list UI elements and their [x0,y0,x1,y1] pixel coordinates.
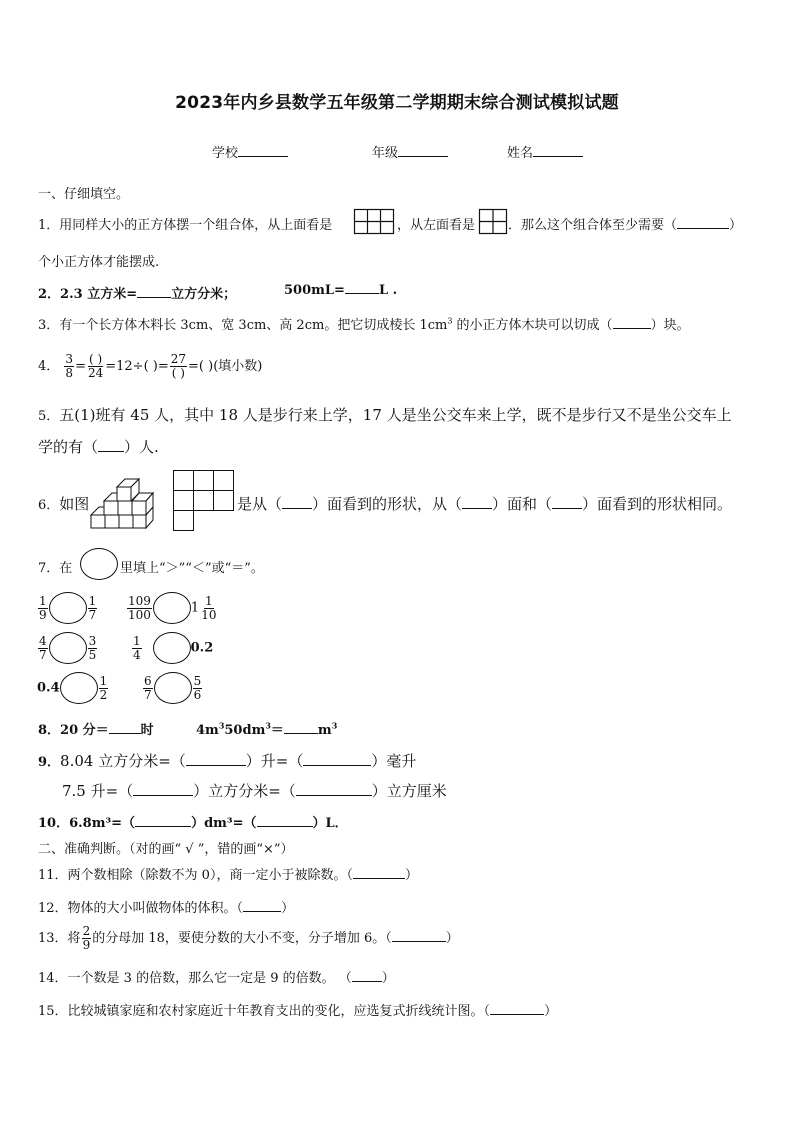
q7-item-5 [37,672,109,704]
q8-b-sup3: 3 [331,720,338,731]
q11-answer-blank[interactable] [353,878,405,879]
q7-item-2-right: $\frac{1}{10}$ [201,593,217,622]
question-15 [38,1000,557,1019]
q9-line1-c: ）毫升 [371,752,417,770]
q3-number: 3． [38,318,60,333]
q15-number: 15． [38,1004,68,1019]
q7-item-6-left: $\frac{6}{7}$ [144,673,152,702]
q8-b-mid: 50dm [224,723,266,738]
question-6 [38,493,89,514]
grade-blank[interactable] [398,156,448,157]
q8-number: 8． [38,723,61,738]
q12-text: 物体的大小叫做物体的体积。（ [67,901,244,916]
school-blank[interactable] [238,156,288,157]
q14-end: ） [381,971,395,986]
q1-text-a: 用同样大小的正方体摆一个组合体，从上面看是 [59,218,333,233]
compare-circle[interactable] [153,632,191,664]
q4-fraction-1: $\frac{3}{8}$ [65,352,74,380]
q6-text-b: ）面看到的形状，从（ [312,495,463,513]
q10-number: 10． [38,816,70,831]
q7-item-5-left: 0.4 [37,680,60,696]
question-1 [38,214,332,233]
page-title: 2023年内乡县数学五年级第二学期期末综合测试模拟试题 [175,93,619,113]
q13-pre: 将 [67,931,81,946]
q7-item-5-right: $\frac{1}{2}$ [99,673,108,702]
q7-item-3-left: $\frac{4}{7}$ [39,633,47,662]
q3-sup: 3 [447,316,453,326]
q7-instruction: 里填上“＞”“＜”或“＝”。 [120,561,264,576]
q6-text-c: ）面和（ [492,495,553,513]
q6-view-grid-figure [173,470,237,534]
q6-blank-1[interactable] [282,508,312,509]
q7-item-2 [126,592,218,624]
q7-item-2-whole: 1 [190,600,200,616]
q1-text-c-label: ．那么这个组合体至少需要（ [508,218,678,233]
question-2 [38,283,236,302]
q1-top-view-figure [354,209,396,235]
q1-left-view-figure [479,209,509,235]
name-blank[interactable] [533,156,583,157]
q2-b-post: L . [378,283,398,298]
school-field [212,142,288,161]
q6-blank-3[interactable] [552,508,582,509]
q6-cube-stack-figure [91,473,159,529]
grade-label: 年级 [372,146,399,161]
question-12 [38,897,294,916]
compare-circle[interactable] [154,672,192,704]
q9-line2-b: ）立方分米=（ [193,782,296,800]
q8-a-post: 时 [140,723,154,738]
q3-text: 有一个长方体木料长 3cm、宽 3cm、高 2cm。把它切成棱长 1cm [59,318,448,333]
q2-b-pre: 500mL= [284,283,345,298]
question-11 [38,864,418,883]
question-14 [38,967,395,986]
question-9 [38,750,416,771]
q11-number: 11． [38,868,68,883]
q9-line2-a: 7.5 升=（ [62,782,134,800]
q7-item-3-right: $\frac{3}{5}$ [88,633,97,662]
q8-blank-1[interactable] [109,733,141,734]
q4-blank-1[interactable]: ( ) [89,352,103,366]
q13-end: ） [445,931,459,946]
question-4 [38,348,262,386]
q9-line1-b: ）升=（ [245,752,304,770]
q2-a-pre: 2.3 立方米= [60,287,138,302]
q5-line2-b: ）人. [124,438,159,456]
q1-text-c [508,214,742,233]
q10-c: ）L． [312,816,348,831]
q2-blank-2[interactable] [345,293,379,294]
q6-text [237,493,732,514]
q9-blank-4[interactable] [296,795,372,796]
q15-end: ） [544,1004,558,1019]
q5-line2-a: 学的有（ [38,438,99,456]
q7-item-1-left: $\frac{1}{9}$ [39,593,47,622]
q4-fraction-2: $\frac{( )}{24}$ [87,352,104,380]
compare-circle[interactable] [60,672,98,704]
q1-paren-close: ） [729,218,743,233]
q10-blank-1[interactable] [135,826,191,827]
q9-number: 9． [38,755,61,770]
section2-heading: 二、准确判断。（对的画“ √ ”，错的画“×”） [38,842,294,857]
q8-part-b [196,719,337,738]
q14-answer-blank[interactable] [352,981,382,982]
school-label: 学校 [212,146,239,161]
name-field [507,142,583,161]
q4-eq: = [75,359,86,374]
q11-end: ） [404,868,418,883]
q4-mid: =12÷( )= [105,359,169,374]
question-3 [38,314,690,333]
q7-item-1-right: $\frac{1}{7}$ [88,593,97,622]
compare-circle[interactable] [49,632,87,664]
q2-a-post: 立方分米； [171,287,237,302]
q7-item-6-right: $\frac{5}{6}$ [193,673,202,702]
q14-text: 一个数是 3 的倍数，那么它一定是 9 的倍数。 （ [67,971,352,986]
q9-line1-a: 8.04 立方分米=（ [60,752,186,770]
q6-blank-2[interactable] [462,508,492,509]
q7-item-6 [142,672,203,704]
q10-a: 6.8m³=（ [69,816,136,831]
question-10 [38,812,348,831]
q12-end: ） [281,901,295,916]
q4-end: =( )(填小数) [188,359,263,374]
q5-line1: 五(1)班有 45 人，其中 18 人是步行来上学，17 人是坐公交车来上学，既不是步行又不是坐公交车上 [59,406,732,424]
q6-number: 6． [38,498,60,513]
q6-text-d: ）面看到的形状相同。 [582,495,733,513]
q13-fraction: $\frac{2}{9}$ [82,924,91,952]
q3-text3: ）块。 [650,318,690,333]
q10-blank-2[interactable] [257,826,313,827]
q13-number: 13． [38,931,68,946]
q8-blank-2[interactable] [284,733,318,734]
q8-b-eq: ＝ [270,723,284,738]
question-7 [38,557,72,576]
q2-number: 2． [38,287,61,302]
q9-blank-1[interactable] [186,765,246,766]
q9-blank-2[interactable] [303,765,371,766]
name-label: 姓名 [507,146,534,161]
q5-answer-blank[interactable] [98,451,124,452]
q5-line2 [38,436,159,457]
q1-line2: 个小正方体才能摆成. [38,255,160,270]
q10-b: ）dm³=（ [191,816,257,831]
q2-part-b [284,283,397,298]
q13-text: 的分母加 18，要使分数的大小不变，分子增加 6。（ [92,931,392,946]
q12-number: 12． [38,901,68,916]
compare-circle[interactable] [49,592,87,624]
q6-lead: 如图 [59,495,90,513]
q1-number: 1． [38,218,60,233]
q9-line2 [62,780,447,801]
q7-item-1 [37,592,98,624]
q7-lead: 在 [59,561,73,576]
q8-b-sup2: 3 [265,720,271,731]
grade-field [372,142,448,161]
q6-text-a: 是从（ [237,495,283,513]
q8-b-pre: 4m [196,723,219,738]
q8-b-sup1: 3 [218,720,225,731]
q9-blank-3[interactable] [133,795,193,796]
q15-answer-blank[interactable] [490,1014,544,1015]
q4-fraction-3: $\frac{27}{( )}$ [170,352,187,380]
q4-number: 4． [38,359,60,374]
question-5 [38,404,732,425]
q8-a-pre: 20 分＝ [60,723,109,738]
compare-circle[interactable] [153,592,191,624]
q11-text: 两个数相除（除数不为 0），商一定小于被除数。（ [67,868,353,883]
q7-item-4-left: $\frac{1}{4}$ [133,633,141,662]
q5-number: 5． [38,409,60,424]
q15-text: 比较城镇家庭和农村家庭近十年教育支出的变化，应选复式折线统计图。（ [67,1004,491,1019]
question-8 [38,719,154,738]
q7-item-4 [131,632,213,664]
q13-answer-blank[interactable] [392,941,446,942]
q7-sample-circle [80,548,118,580]
q7-item-3 [37,632,98,664]
q1-text-b: ，从左面看是 [397,218,476,233]
section1-heading: 一、仔细填空。 [38,187,130,202]
q7-item-2-left: $\frac{109}{100}$ [128,593,151,622]
q12-answer-blank[interactable] [243,911,281,912]
q14-number: 14． [38,971,68,986]
q2-blank-1[interactable] [137,297,171,298]
q3-answer-blank[interactable] [613,328,651,329]
q1-answer-blank[interactable] [677,228,729,229]
q3-text2: 的小正方体木块可以切成（ [452,318,613,333]
q9-line2-c: ）立方厘米 [371,782,447,800]
q7-item-4-right: 0.2 [190,640,214,656]
question-13 [38,922,459,956]
q4-blank-3[interactable]: ( ) [171,366,185,380]
q7-number: 7． [38,561,60,576]
q8-b-post: m [317,723,332,738]
